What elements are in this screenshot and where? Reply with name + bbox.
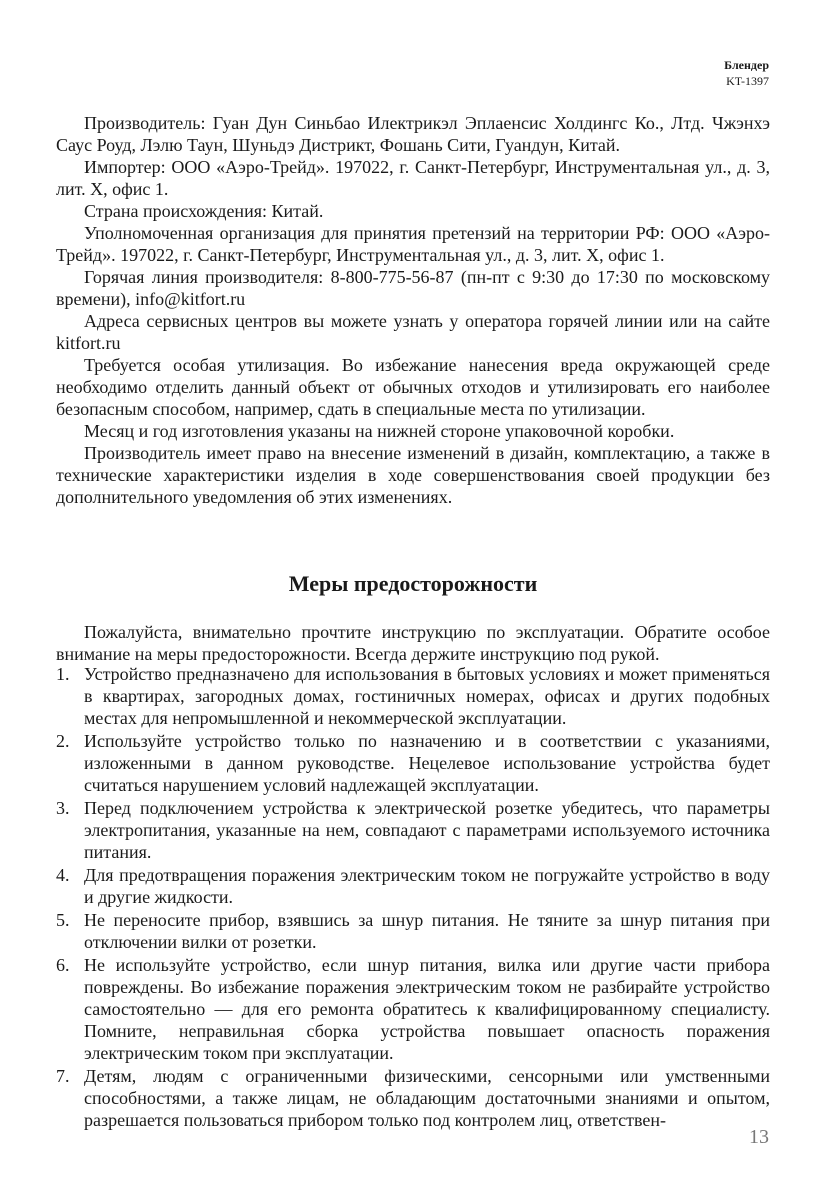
header-model-number: KT-1397	[726, 74, 769, 88]
list-item-number: 5.	[56, 910, 70, 930]
list-item-number: 2.	[56, 731, 70, 751]
manufacturer-info-block	[56, 112, 770, 508]
list-item-number: 6.	[56, 955, 70, 975]
list-item	[56, 1065, 770, 1131]
list-item	[56, 797, 770, 863]
list-item	[56, 730, 770, 796]
list-item-text: Не используйте устройство, если шнур питания, вилка или другие части прибора повреждены. Во избежание поражения электрическим током не разбирайте устройство самостоятельно — для его ремонта обратитесь к квалифицированному специалисту. Помните, неправильная сборка устройства повышает опасность поражения электрическим током при эксплуатации.	[84, 955, 770, 1063]
list-item-text: Детям, людям с ограниченными физическими, сенсорными или умственными способностями, а также лицам, не обладающим достаточными знаниями и опытом, разрешается пользоваться прибором только под контролем лиц, ответствен-	[84, 1066, 770, 1130]
list-item-text: Для предотвращения поражения электрическим током не погружайте устройство в воду и другие жидкости.	[84, 865, 770, 907]
list-item	[56, 663, 770, 729]
list-item-number: 4.	[56, 865, 70, 885]
header-product-title: Блендер	[724, 58, 769, 72]
running-header	[724, 57, 769, 89]
list-item	[56, 909, 770, 953]
hotline-paragraph: Горячая линия производителя: 8-800-775-56-87 (пн-пт с 9:30 до 17:30 по московскому времени), info@kitfort.ru	[56, 267, 770, 309]
disposal-paragraph: Требуется особая утилизация. Во избежание нанесения вреда окружающей среде необходимо отделить данный объект от обычных отходов и утилизировать его наиболее безопасным способом, например, сдать в специальные места по утилизации.	[56, 355, 770, 419]
section-heading: Меры предосторожности	[288, 571, 538, 596]
list-item-text: Устройство предназначено для использования в бытовых условиях и может применяться в квартирах, загородных домах, гостиничных номерах, офисах и других подобных местах для непромышленной и некоммерческой эксплуатации.	[84, 664, 770, 728]
service-centers-paragraph: Адреса сервисных центров вы можете узнать у оператора горячей линии или на сайте kitfort.ru	[56, 311, 770, 353]
precautions-list	[56, 663, 770, 1132]
manufacturer-paragraph: Производитель: Гуан Дун Синьбао Илектрикэл Эплаенсис Холдингс Ко., Лтд. Чжэнхэ Саус Роуд, Лэлю Таун, Шуньдэ Дистрикт, Фошань Сити, Гуандун, Китай.	[56, 113, 770, 155]
changes-rights-paragraph: Производитель имеет право на внесение изменений в дизайн, комплектацию, а также в технические характеристики изделия в ходе совершенствования своей продукции без дополнительного уведомления об этих изменениях.	[56, 443, 770, 507]
list-item-number: 7.	[56, 1066, 70, 1086]
page-number: 13	[749, 1126, 769, 1148]
country-of-origin-paragraph: Страна происхождения: Китай.	[84, 201, 324, 221]
manufacture-date-paragraph: Месяц и год изготовления указаны на нижней стороне упаковочной коробки.	[84, 421, 675, 441]
section-intro	[56, 621, 770, 665]
list-item-number: 3.	[56, 798, 70, 818]
importer-paragraph: Импортер: ООО «Аэро-Трейд». 197022, г. Санкт-Петербург, Инструментальная ул., д. 3, лит. Х, офис 1.	[56, 157, 770, 199]
intro-paragraph: Пожалуйста, внимательно прочтите инструкцию по эксплуатации. Обратите особое внимание на меры предосторожности. Всегда держите инструкцию под рукой.	[56, 622, 770, 664]
list-item	[56, 954, 770, 1064]
list-item-text: Не переносите прибор, взявшись за шнур питания. Не тяните за шнур питания при отключении вилки от розетки.	[84, 910, 770, 952]
list-item-text: Используйте устройство только по назначению и в соответствии с указаниями, изложенными в данном руководстве. Нецелевое использование устройства будет считаться нарушением условий надлежащей эксплуатации.	[84, 731, 770, 795]
list-item-number: 1.	[56, 664, 70, 684]
authorized-organization-paragraph: Уполномоченная организация для принятия претензий на территории РФ: ООО «Аэро-Трейд». 197022, г. Санкт-Петербург, Инструментальная ул., д. 3, лит. Х, офис 1.	[56, 223, 770, 265]
list-item	[56, 864, 770, 908]
list-item-text: Перед подключением устройства к электрической розетке убедитесь, что параметры электропитания, указанные на нем, совпадают с параметрами используемого источника питания.	[84, 798, 770, 862]
